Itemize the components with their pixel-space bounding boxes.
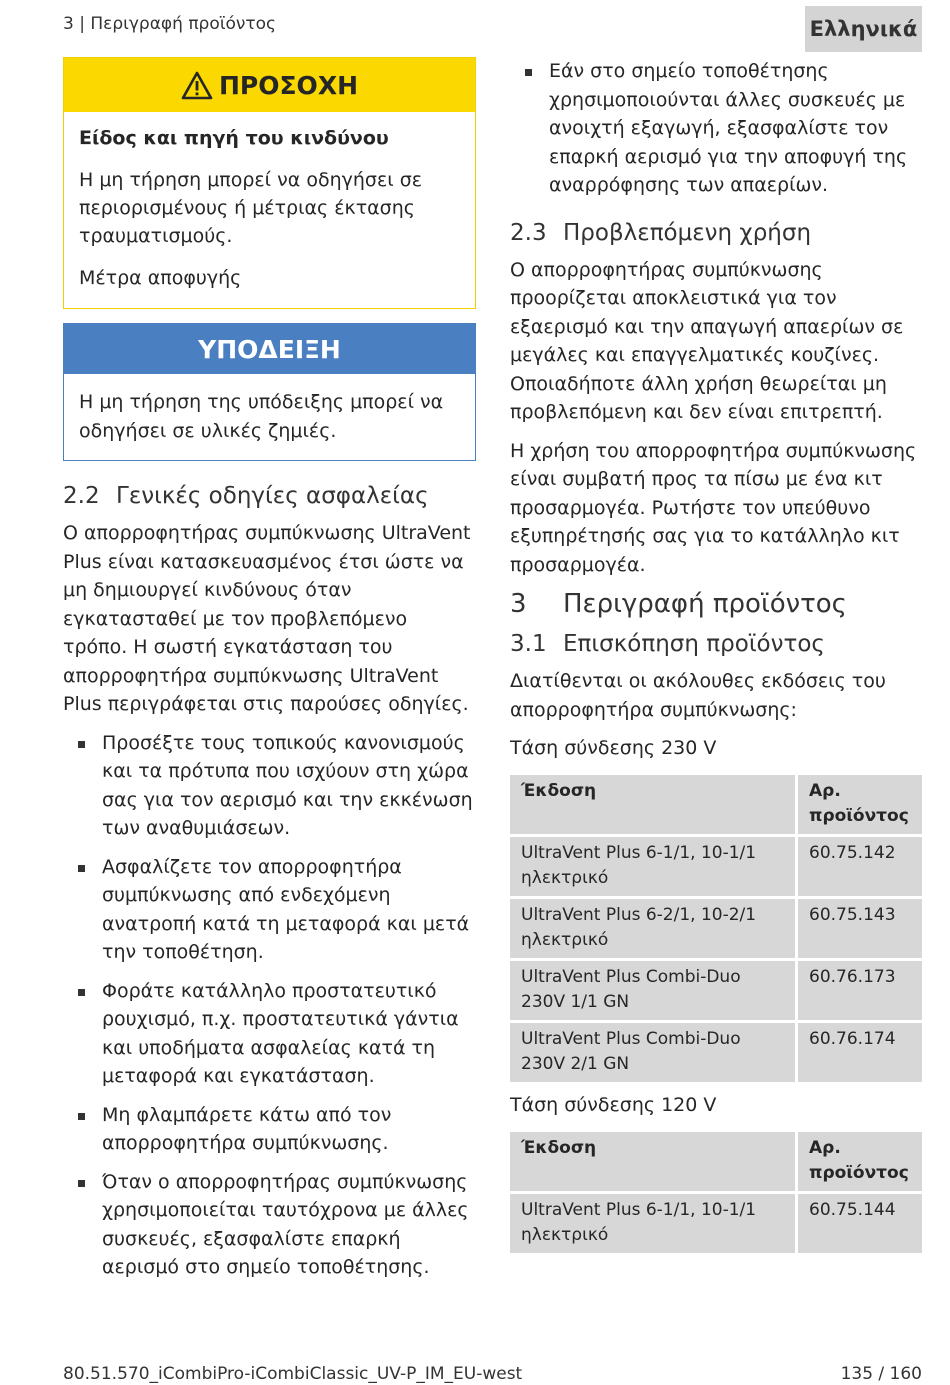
section-intro: Ο απορροφητήρας συμπύκνωσης UltraVent Plus είναι κατασκευασμένος έτσι ώστε να μη δημιουργεί κινδύνους όταν εγκατασταθεί με τον προβλεπόμενο τρόπο. Η σωστή εγκατάσταση του απορροφητήρα συμπύκνωσης UltraVent Plus περιγράφεται στις παρούσες οδηγίες. <box>63 522 471 715</box>
article-cell: 60.75.142 <box>798 837 922 896</box>
caution-header <box>64 58 475 112</box>
voltage-230-label: Τάση σύνδεσης 230 V <box>510 737 717 759</box>
chapter-number: 3 <box>510 589 527 619</box>
warning-triangle-icon <box>181 71 213 100</box>
versions-table-120v <box>507 1129 925 1256</box>
bullet-square-icon <box>78 989 85 996</box>
chapter-heading-3 <box>510 589 922 619</box>
article-cell: 60.75.143 <box>798 899 922 958</box>
right-column <box>510 57 922 1262</box>
safety-bullet-list-continued <box>510 57 922 200</box>
article-cell: 60.75.144 <box>798 1194 922 1253</box>
table-header-row <box>510 1132 922 1191</box>
article-cell: 60.76.174 <box>798 1023 922 1082</box>
language-tab: Ελληνικά <box>805 6 922 52</box>
list-item: Μη φλαμπάρετε κάτω από τον απορροφητήρα συμπύκνωσης. <box>63 1101 476 1158</box>
section-number: 3.1 <box>510 631 547 657</box>
list-item: Όταν ο απορροφητήρας συμπύκνωσης χρησιμοποιείται ταυτόχρονα με άλλες συσκευές, εξασφαλίστε επαρκή αερισμό στο σημείο τοποθέτησης. <box>63 1168 476 1282</box>
table-header-row <box>510 775 922 834</box>
list-item: Φοράτε κατάλληλο προστατευτικό ρουχισμό, π.χ. προστατευτικά γάντια και υποδήματα ασφαλείας κατά τη μεταφορά και εγκατάσταση. <box>63 977 476 1091</box>
intended-use-paragraph: Ο απορροφητήρας συμπύκνωσης προορίζεται αποκλειστικά για τον εξαερισμό και την απαγωγή απαερίων σε μεγάλες και επαγγελματικές κουζίνες. Οποιαδήποτε άλλη χρήση θεωρείται μη προβλεπόμενη και δεν είναι επιτρεπτή. <box>510 258 904 423</box>
section-title: Προβλεπόμενη χρήση <box>563 219 812 246</box>
bullet-square-icon <box>78 741 85 748</box>
section-heading-3-1 <box>510 631 922 657</box>
section-title: Γενικές οδηγίες ασφαλείας <box>116 483 429 509</box>
section-number: 2.3 <box>510 219 547 246</box>
page-number: 135 / 160 <box>840 1364 922 1384</box>
notice-box <box>63 323 476 461</box>
table-row <box>510 1194 922 1253</box>
notice-text: Η μη τήρηση της υπόδειξης μπορεί να οδηγήσει σε υλικές ζημιές. <box>79 391 444 442</box>
table-row <box>510 837 922 896</box>
safety-bullet-list <box>63 729 476 1282</box>
hazard-heading: Είδος και πηγή του κινδύνου <box>79 127 389 149</box>
versions-table-230v <box>507 772 925 1085</box>
list-item: Ασφαλίζετε τον απορροφητήρα συμπύκνωσης από ενδεχόμενη ανατροπή κατά τη μεταφορά και μετά την τοποθέτηση. <box>63 853 476 967</box>
caution-box <box>63 57 476 309</box>
column-header-version: Έκδοση <box>510 775 795 834</box>
version-cell: UltraVent Plus 6-1/1, 10-1/1 ηλεκτρικό <box>510 1194 795 1253</box>
list-item: Εάν στο σημείο τοποθέτησης χρησιμοποιούνται άλλες συσκευές με ανοιχτή εξαγωγή, εξασφαλίστε τον επαρκή αερισμό για την αποφυγή της αναρρόφησης των απαερίων. <box>510 57 922 200</box>
article-cell: 60.76.173 <box>798 961 922 1020</box>
column-header-article: Αρ. προϊόντος <box>798 775 922 834</box>
bullet-square-icon <box>78 1113 85 1120</box>
notice-header: ΥΠΟΔΕΙΞΗ <box>64 324 475 374</box>
bullet-square-icon <box>78 865 85 872</box>
hazard-prevention: Μέτρα αποφυγής <box>79 267 242 289</box>
section-heading-2-3 <box>510 220 922 246</box>
table-row <box>510 899 922 958</box>
section-number: 2.2 <box>63 483 100 509</box>
document-id: 80.51.570_iCombiPro-iCombiClassic_UV-P_IM_EU-west <box>63 1364 523 1384</box>
bullet-square-icon <box>525 69 532 76</box>
table-row <box>510 1023 922 1082</box>
section-heading-2-2 <box>63 483 476 509</box>
overview-intro: Διατίθενται οι ακόλουθες εκδόσεις του απορροφητήρα συμπύκνωσης: <box>510 670 886 721</box>
section-title: Επισκόπηση προϊόντος <box>563 631 825 657</box>
version-cell: UltraVent Plus Combi-Duo 230V 1/1 GN <box>510 961 795 1020</box>
column-header-version: Έκδοση <box>510 1132 795 1191</box>
chapter-title: Περιγραφή προϊόντος <box>563 589 847 619</box>
voltage-120-label: Τάση σύνδεσης 120 V <box>510 1094 717 1116</box>
caution-title: ΠΡΟΣΟΧΗ <box>218 70 359 100</box>
bullet-square-icon <box>78 1180 85 1187</box>
column-header-article: Αρ. προϊόντος <box>798 1132 922 1191</box>
table-row <box>510 961 922 1020</box>
caution-body <box>64 112 475 308</box>
hazard-consequence: Η μη τήρηση μπορεί να οδηγήσει σε περιορισμένους ή μέτριας έκτασης τραυματισμούς. <box>79 169 423 247</box>
version-cell: UltraVent Plus Combi-Duo 230V 2/1 GN <box>510 1023 795 1082</box>
version-cell: UltraVent Plus 6-2/1, 10-2/1 ηλεκτρικό <box>510 899 795 958</box>
running-header: 3 | Περιγραφή προϊόντος <box>63 14 277 34</box>
left-column <box>63 57 476 1292</box>
version-cell: UltraVent Plus 6-1/1, 10-1/1 ηλεκτρικό <box>510 837 795 896</box>
compatibility-paragraph: Η χρήση του απορροφητήρα συμπύκνωσης είναι συμβατή προς τα πίσω με ένα κιτ προσαρμογέα. Ρωτήστε τον υπεύθυνο εξυπηρέτησής σας για το κατάλληλο κιτ προσαρμογέα. <box>510 439 917 576</box>
list-item: Προσέξτε τους τοπικούς κανονισμούς και τα πρότυπα που ισχύουν στη χώρα σας για τον αερισμό και την εκκένωση των αναθυμιάσεων. <box>63 729 476 843</box>
